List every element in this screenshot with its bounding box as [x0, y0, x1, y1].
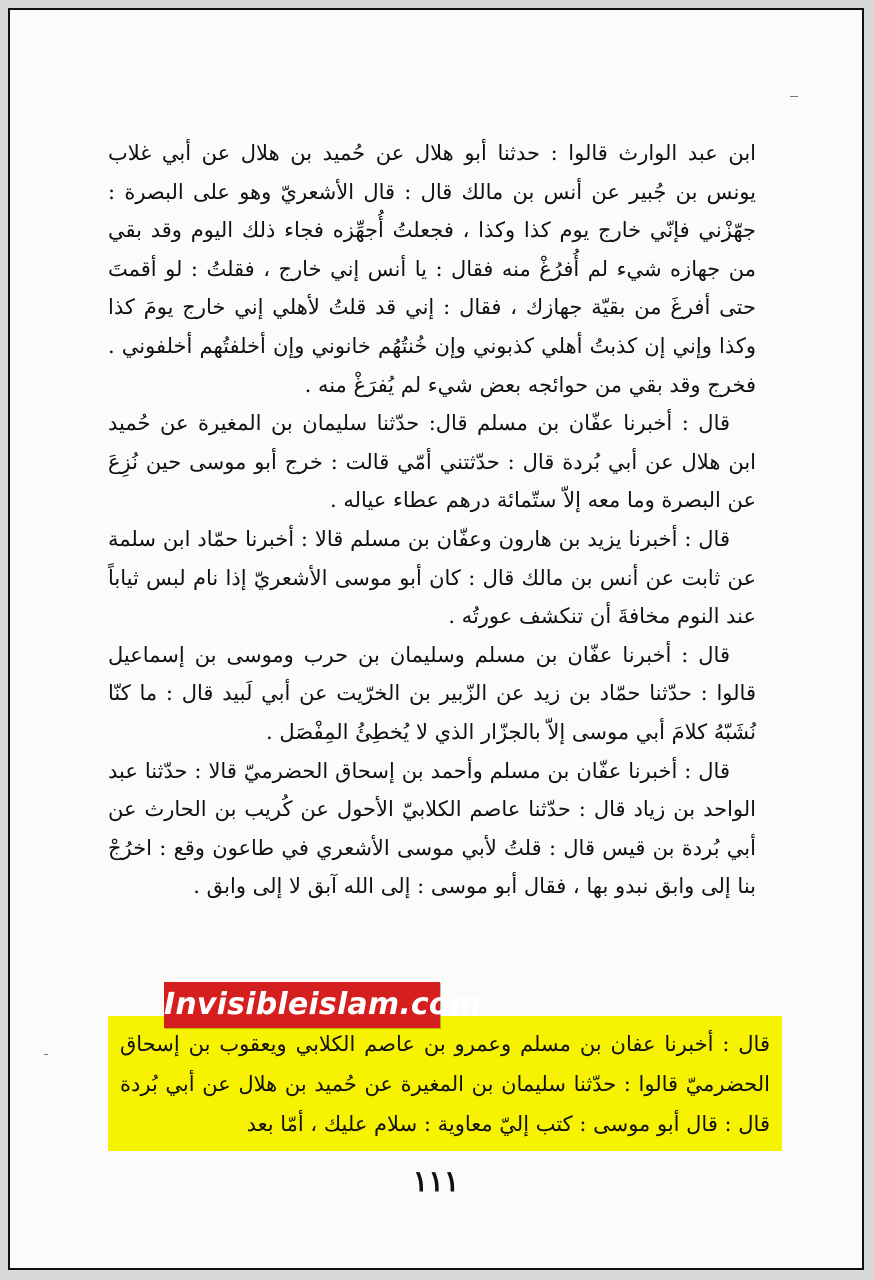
highlighted-paragraph: قال : أخبرنا عفان بن مسلم وعمرو بن عاصم الكلابي ويعقوب بن إسحاق الحضرميّ قالوا : حدّثنا سليمان بن المغيرة عن حُميد بن هلال عن أبي بُردة قال : قال أبو موسى : كتب إليّ معاوية : سلام عليك ، أمّا بعد [108, 1016, 782, 1151]
paragraph-affan-humayd: قال : أخبرنا عفّان بن مسلم قال: حدّثنا سليمان بن المغيرة عن حُميد ابن هلال عن أبي بُردة قال : حدّثتني أمّي قالت : خرج أبو موسى حين نُزِعَ عن البصرة وما معه إلاّ ستّمائة درهم عطاء عياله . [108, 411, 756, 513]
paragraph-affan-jazzar: قال : أخبرنا عفّان بن مسلم وسليمان بن حرب وموسى بن إسماعيل قالوا : حدّثنا حمّاد بن زيد عن الزّبير بن الخرّيت عن أبي لَبيد قال : ما كنّا نُشَبّهُ كلامَ أبي موسى إلاّ بالجزّار الذي لا يُخطِئُ المِفْصَل . [108, 642, 756, 744]
scan-speck-left [44, 1054, 48, 1055]
invisibleislam-watermark: Invisibleislam.com [164, 982, 440, 1028]
paragraph-plague-wabiq: قال : أخبرنا عفّان بن مسلم وأحمد بن إسحاق الحضرميّ قالا : حدّثنا عبد الواحد بن زياد قال : حدّثنا عاصم الكلابيّ الأحول عن كُريب بن الحارث عن أبي بُردة بن قيس قال : قلتُ لأبي موسى الأشعري في طاعون وقع : اخرُجْ بنا إلى وابق نبدو بها ، فقال أبو موسى : إلى الله آبق لا إلى وابق . [108, 758, 756, 899]
scan-speck-top-right [790, 96, 798, 97]
paragraph-yazid-anas: قال : أخبرنا يزيد بن هارون وعفّان بن مسلم قالا : أخبرنا حمّاد ابن سلمة عن ثابت عن أنس بن مالك قال : كان أبو موسى الأشعريّ إذا نام لبس ثياباً عند النوم مخافةَ أن تنكشف عورتُه . [108, 526, 756, 629]
paragraph-abd-al-warith: ابن عبد الوارث قالوا : حدثنا أبو هلال عن حُميد بن هلال عن أبي غلاب يونس بن جُبير عن أنس بن مالك قال : قال الأشعريّ وهو على البصرة : جهّزْني فإنّي خارج يوم كذا وكذا ، فجعلتُ أُجهِّزه فجاء ذلك اليوم وقد بقي من جهازه شيء لم أُفرُغْ منه فقال : يا أنس إني خارج ، فقلتُ : لو أقمتَ حتى أفرغَ من بقيّة جهازك ، فقال : إني قد قلتُ لأهلي إني خارج يومَ كذا وكذا وإني إن كذبتُ أهلي كذبوني وإن خُنتُهُم خانوني وإن أخلفتُهم أخلفوني . فخرج وقد بقي من حوائجه بعض شيء لم يُفرَغْ منه . [108, 141, 756, 397]
scanned-book-page [8, 8, 864, 1270]
page-number: ١١١ [412, 1164, 460, 1198]
arabic-text-body [108, 134, 756, 906]
